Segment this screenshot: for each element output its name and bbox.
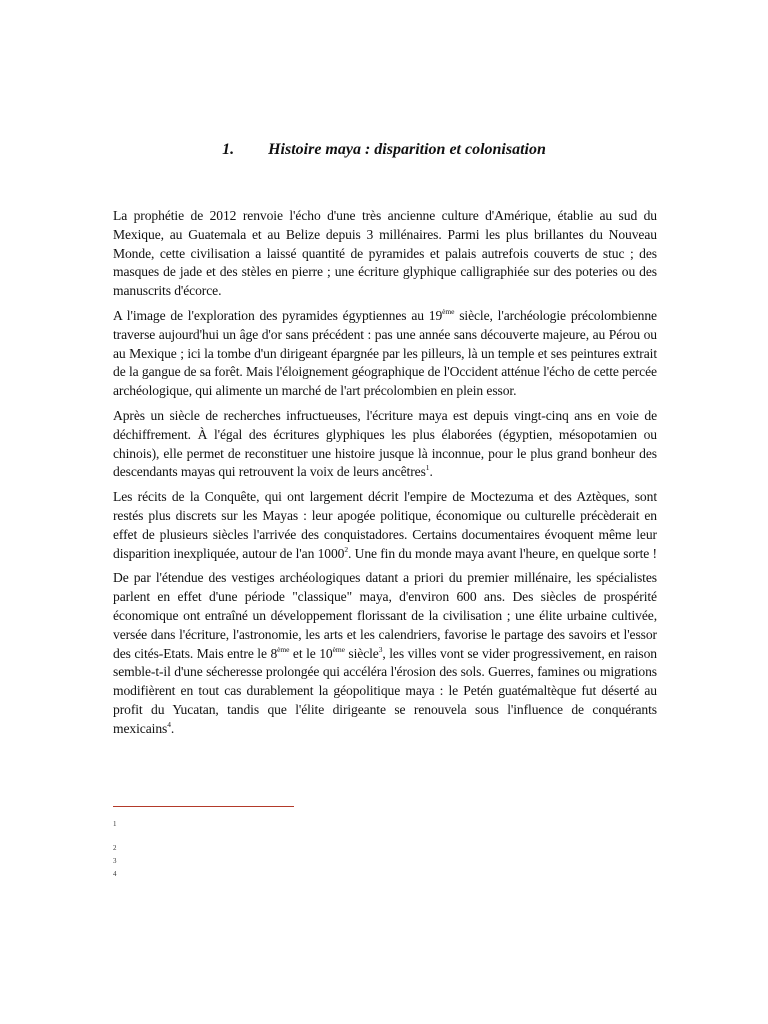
paragraph-3: Après un siècle de recherches infructueuses, l'écriture maya est depuis vingt-cinq ans en voie de déchiffrement. À l'égal des écritures glyphiques les plus élaborées (égyptien, mésopotamien ou chinois), elle permet de reconstituer une histoire jusque là inconnue, pour le plus grand bonheur des descendants mayas qui retrouvent la voix de leurs ancêtres$^1$. <box>113 407 657 480</box>
footnote-separator <box>113 806 294 807</box>
body-text <box>113 207 657 745</box>
superscript: ème <box>277 644 290 654</box>
footnote-ref-4[interactable]: 4 <box>167 719 171 729</box>
section-number: 1. <box>222 141 235 158</box>
section-title: Histoire maya : disparition et colonisation <box>268 141 546 158</box>
footnote-1: 1 <box>113 820 117 828</box>
paragraph-5: De par l'étendue des vestiges archéologiques datant a priori du premier millénaire, les spécialistes parlent en effet d'une période "classique" maya, d'environ 600 ans. Des siècles de prospérité économique ont entraîné un développement florissant de la civilisation ; une élite urbaine cultivée, versée dans l'écriture, l'astronomie, les arts et les calendriers, favorise le partage des savoirs et l'essor des cités-Etats. Mais entre le 8ème et le 10ème siècle$^3$, les villes vont se vider progressivement, en raison semble-t-il d'une sécheresse prolongée qui accéléra l'érosion des sols. Guerres, famines ou migrations modifièrent en tout cas durablement la géopolitique maya : le Petén guatémaltèque fut déserté au profit du Yucatan, tandis que l'élite dirigeante se renouvela sous l'influence de conquérants mexicains$^4$. <box>113 570 657 736</box>
footnote-3: 3 <box>113 857 117 865</box>
paragraph-2: A l'image de l'exploration des pyramides égyptiennes au 19ème siècle, l'archéologie précolombienne traverse aujourd'hui un âge d'or sans précédent : pas une année sans découverte majeure, au Pérou ou au Mexique ; ici la tombe d'un dirigeant épargnée par les pilleurs, là un temple et ses peintures extrait de la gangue de sa forêt. Mais l'éloignement géographique de l'Occident atténue l'écho de cette percée archéologique, qui alimente un marché de l'art précolombien en plein essor. <box>113 306 657 399</box>
footnote-2: 2 <box>113 844 117 852</box>
superscript: ème <box>442 306 455 316</box>
paragraph-4: Les récits de la Conquête, qui ont largement décrit l'empire de Moctezuma et des Aztèques, sont restés plus discrets sur les Mayas : leur apogée politique, économique ou culturelle précèderait en effet de plusieurs siècles l'arrivée des conquistadores. Certains documentaires évoquent même leur disparition inexpliquée, autour de l'an 1000$^2$. Une fin du monde maya avant l'heure, en quelque sorte ! <box>113 489 657 561</box>
footnote-ref-1[interactable]: 1 <box>425 463 430 473</box>
superscript: ème <box>332 644 345 654</box>
footnote-ref-2[interactable]: 2 <box>344 544 349 554</box>
footnote-4: 4 <box>113 870 117 878</box>
footnote-ref-3[interactable]: 3 <box>378 644 383 654</box>
section-heading <box>0 141 768 159</box>
paragraph-1: La prophétie de 2012 renvoie l'écho d'une très ancienne culture d'Amérique, établie au sud du Mexique, au Guatemala et au Belize depuis 3 millénaires. Parmi les plus brillantes du Nouveau Monde, cette civilisation a laissé quantité de pyramides et palais autrefois couverts de stuc ; des masques de jade et des stèles en pierre ; une écriture glyphique calligraphiée sur des poteries ou des manuscrits d'écorce. <box>113 208 657 299</box>
